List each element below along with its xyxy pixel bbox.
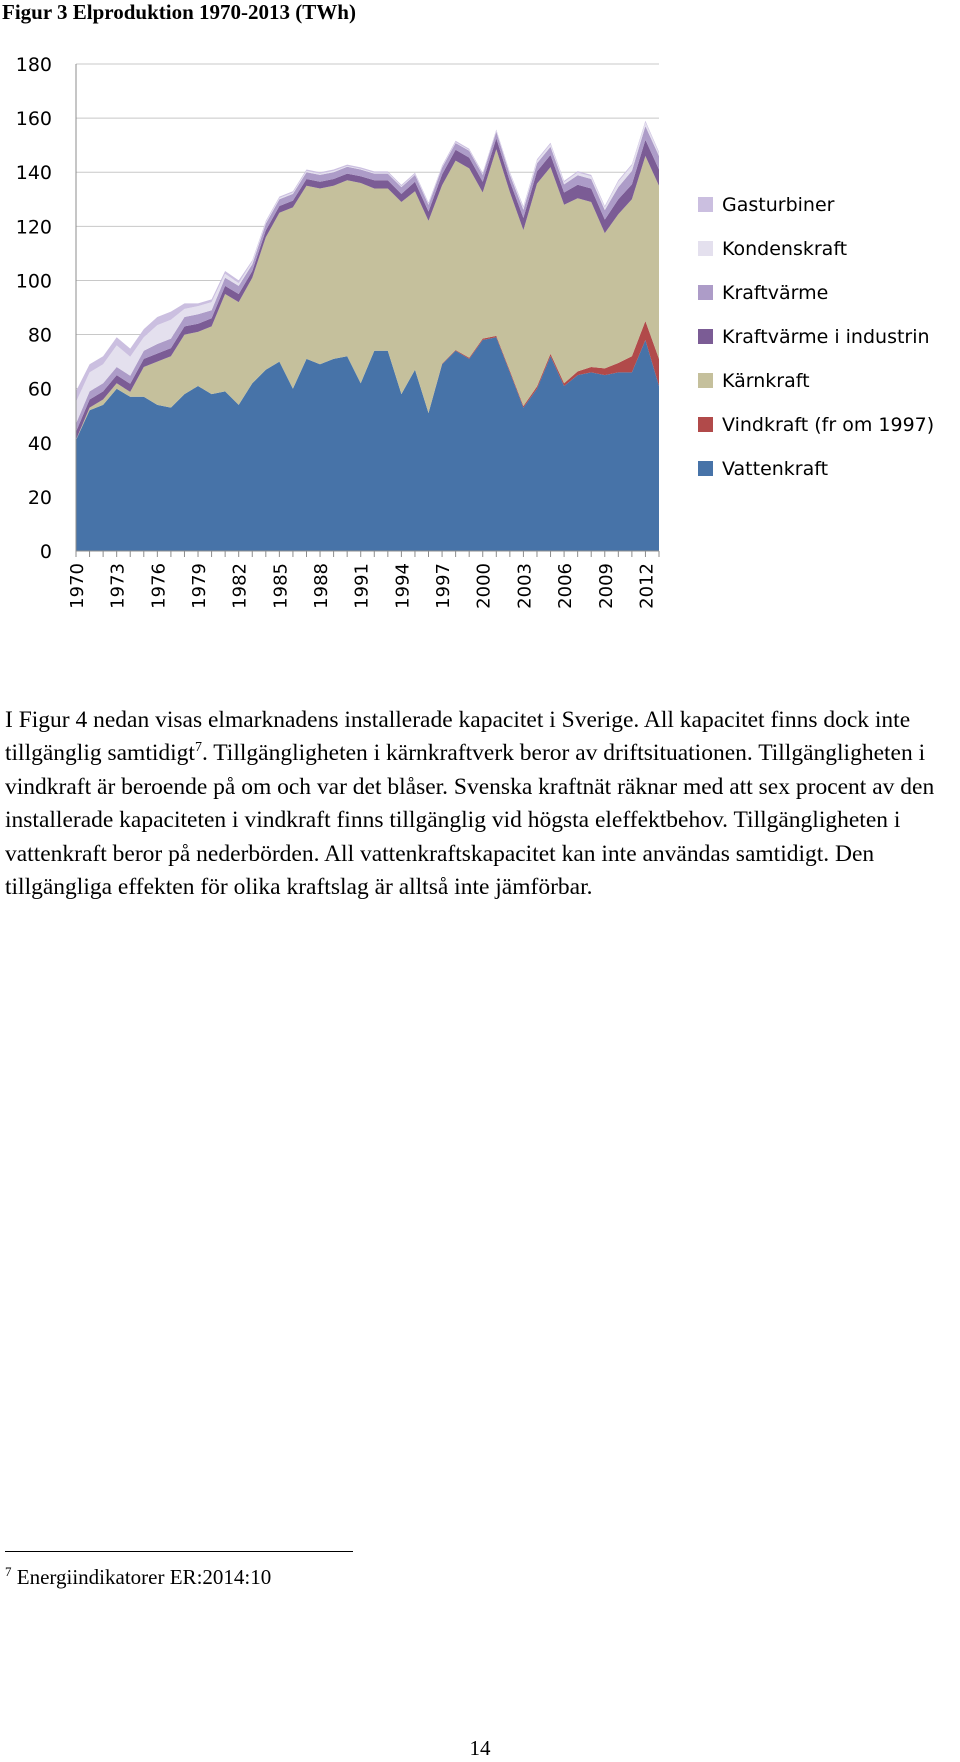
y-tick-label: 140	[15, 162, 52, 185]
legend-swatch	[698, 373, 713, 388]
x-tick-label: 2012	[636, 563, 658, 609]
x-tick-label: 1979	[189, 563, 210, 609]
x-tick-label: 2003	[514, 563, 536, 609]
footnote-text: Energiindikatorer ER:2014:10	[11, 1565, 272, 1589]
legend-label: Kärnkraft	[722, 370, 810, 392]
legend-swatch	[698, 241, 713, 256]
y-tick-label: 120	[15, 216, 52, 239]
x-tick-label: 1988	[311, 563, 332, 609]
legend-swatch	[698, 329, 713, 344]
paragraph-text-part-2: . Tillgängligheten i kärnkraftverk beror av driftsituationen. Tillgängligheten i vindkraft är beroende på om och var det blåser. Svenska kraftnät räknar med att sex procent av den installerade kapaciteten i vindkraft finns tillgänglig vid högsta eleffektbehov. Tillgängligheten i vattenkraft beror på nederbörden. All vattenkraftskapacitet kan inte användas samtidigt. Den tillgängliga effekten för olika kraftslag är alltså inte jämförbar.	[5, 740, 935, 901]
footnote-reference[interactable]: 7	[194, 740, 202, 756]
paragraph-text-part-1: I Figur 4 nedan visas elmarknadens installerade kapacitet i Sverige. All kapacitet finns dock inte tillgänglig samtidigt	[5, 707, 911, 767]
y-axis-tick-labels	[16, 54, 52, 563]
electricity-production-chart	[0, 40, 960, 640]
chart-legend	[698, 194, 934, 480]
legend-swatch	[698, 285, 713, 300]
chart-areas	[76, 121, 659, 551]
figure-title: Figur 3 Elproduktion 1970-2013 (TWh)	[2, 0, 356, 24]
footnote-number: 7	[5, 1564, 12, 1579]
legend-label: Vindkraft (fr om 1997)	[722, 414, 935, 436]
x-tick-label: 1997	[433, 563, 455, 609]
legend-label: Kraftvärme	[722, 282, 829, 304]
x-tick-label: 1994	[392, 563, 414, 609]
y-tick-label: 180	[15, 54, 52, 76]
legend-swatch	[698, 197, 713, 212]
x-tick-label: 1991	[351, 563, 373, 609]
x-tick-label: 1973	[107, 563, 129, 609]
x-tick-label: 2000	[473, 563, 495, 609]
legend-label: Kondenskraft	[722, 238, 848, 260]
page-number: 14	[469, 1736, 491, 1760]
x-tick-label: 1982	[229, 563, 251, 609]
y-tick-label: 60	[27, 378, 52, 401]
x-tick-label: 1976	[148, 563, 170, 609]
legend-label: Vattenkraft	[722, 458, 829, 480]
body-paragraph	[5, 704, 955, 904]
x-tick-label: 1970	[67, 563, 88, 609]
x-tick-label: 2009	[595, 563, 617, 609]
y-tick-label: 100	[15, 270, 52, 293]
legend-label: Gasturbiner	[722, 194, 835, 216]
y-tick-label: 40	[27, 432, 52, 455]
legend-label: Kraftvärme i industrin	[722, 326, 930, 348]
footnote	[5, 1564, 271, 1590]
footnote-divider	[5, 1551, 353, 1552]
legend-swatch	[698, 417, 713, 432]
legend-swatch	[698, 461, 713, 476]
x-tick-label: 1985	[270, 563, 292, 609]
y-tick-label: 20	[27, 486, 52, 509]
x-axis-tick-labels	[67, 563, 657, 609]
x-tick-label: 2006	[555, 563, 577, 609]
y-tick-label: 80	[27, 324, 52, 347]
y-tick-label: 160	[15, 108, 52, 131]
y-tick-label: 0	[39, 541, 52, 563]
